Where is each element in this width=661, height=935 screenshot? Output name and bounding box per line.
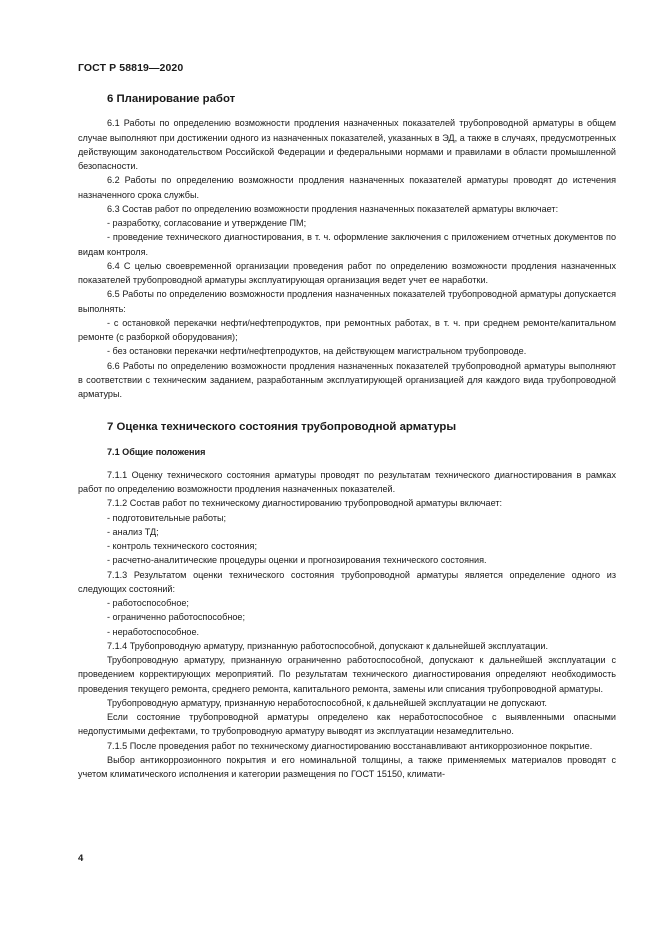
list-item: - подготовительные работы; [107,512,227,523]
document-body [78,92,616,781]
paragraph: 6.1 Работы по определению возможности продления назначенных показателей трубопроводной арматуры в общем случае выполняют при достижении одного из назначенных показателей, указанных в ЭД, а также в случаях, предусмотренных действующим законодательством Российской Федерации и федеральными нормами и правилами в области промышленной безопасности. [78,118,616,171]
section-7-title: 7 Оценка технического состояния трубопроводной арматуры [107,421,457,434]
paragraph: 6.5 Работы по определению возможности продления назначенных показателей трубопроводной арматуры допускается выполнять: [78,289,616,314]
list-item: - неработоспособное. [107,626,200,637]
paragraph: 6.3 Состав работ по определению возможности продления назначенных показателей арматуры включает: [107,203,559,214]
list-item: - без остановки перекачки нефти/нефтепродуктов, на действующем магистральном трубопроводе. [107,346,527,357]
paragraph: 7.1.4 Трубопроводную арматуру, признанную работоспособной, допускают к дальнейшей эксплуатации. [107,640,548,651]
paragraph: 7.1.1 Оценку технического состояния арматуры проводят по результатам технического диагностирования в рамках работ по определению возможности продления назначенных показателей. [78,469,616,494]
page-number: 4 [78,853,84,864]
paragraph: Если состояние трубопроводной арматуры определено как неработоспособное с выявленными опасными недопустимыми дефектами, то трубопроводную арматуру выводят из эксплуатации незамедлительно. [78,712,616,737]
paragraph: Выбор антикоррозионного покрытия и его номинальной толщины, а также применяемых материалов проводят с учетом климатического исполнения и категории размещения по ГОСТ 15150, климати- [78,754,616,779]
paragraph: 6.2 Работы по определению возможности продления назначенных показателей арматуры проводят до истечения назначенного срока службы. [78,175,616,200]
list-item: - ограниченно работоспособное; [107,612,245,623]
paragraph: Трубопроводную арматуру, признанную неработоспособной, к дальнейшей эксплуатации не допускают. [107,697,547,708]
paragraph: 7.1.2 Состав работ по техническому диагностированию трубопроводной арматуры включает: [107,498,503,509]
list-item: - проведение технического диагностирования, в т. ч. оформление заключения с приложением отчетных документов по видам контроля. [78,232,616,257]
list-item: - контроль технического состояния; [107,541,257,551]
paragraph: 7.1.3 Результатом оценки технического состояния трубопроводной арматуры является определение одного из следующих состояний: [78,569,616,594]
list-item: - разработку, согласование и утверждение ПМ; [107,218,307,228]
list-item: - работоспособное; [107,598,189,608]
paragraph: 7.1.5 После проведения работ по техническому диагностированию восстанавливают антикоррозионное покрытие. [107,740,593,751]
section-6-title: 6 Планирование работ [107,93,236,105]
paragraph: 6.6 Работы по определению возможности продления назначенных показателей трубопроводной арматуры выполняют в соответствии с техническим заданием, разработанным эксплуатирующей организацией для каждого вида трубопроводной арматуры. [78,360,616,399]
subsection-title: 7.1 Общие положения [107,446,206,457]
list-item: - с остановкой перекачки нефти/нефтепродуктов, при ремонтных работах, в т. ч. при среднем ремонте/капитальном ремонте (с разборкой оборудования); [78,317,616,342]
list-item: - анализ ТД; [107,526,159,537]
paragraph: 6.4 С целью своевременной организации проведения работ по определению возможности продления назначенных показателей трубопроводной арматуры эксплуатирующая организация ведет учет ее наработки. [78,260,616,285]
document-header: ГОСТ Р 58819—2020 [78,62,184,74]
list-item: - расчетно-аналитические процедуры оценки и прогнозирования технического состояния. [107,555,487,566]
paragraph: Трубопроводную арматуру, признанную ограниченно работоспособной, допускают к дальнейшей эксплуатации с проведением корректирующих мероприятий. По результатам технического диагностирования определяют необходимость проведения текущего ремонта, среднего ремонта, капитального ремонта, замены или списания трубопроводной арматуры. [78,655,616,694]
